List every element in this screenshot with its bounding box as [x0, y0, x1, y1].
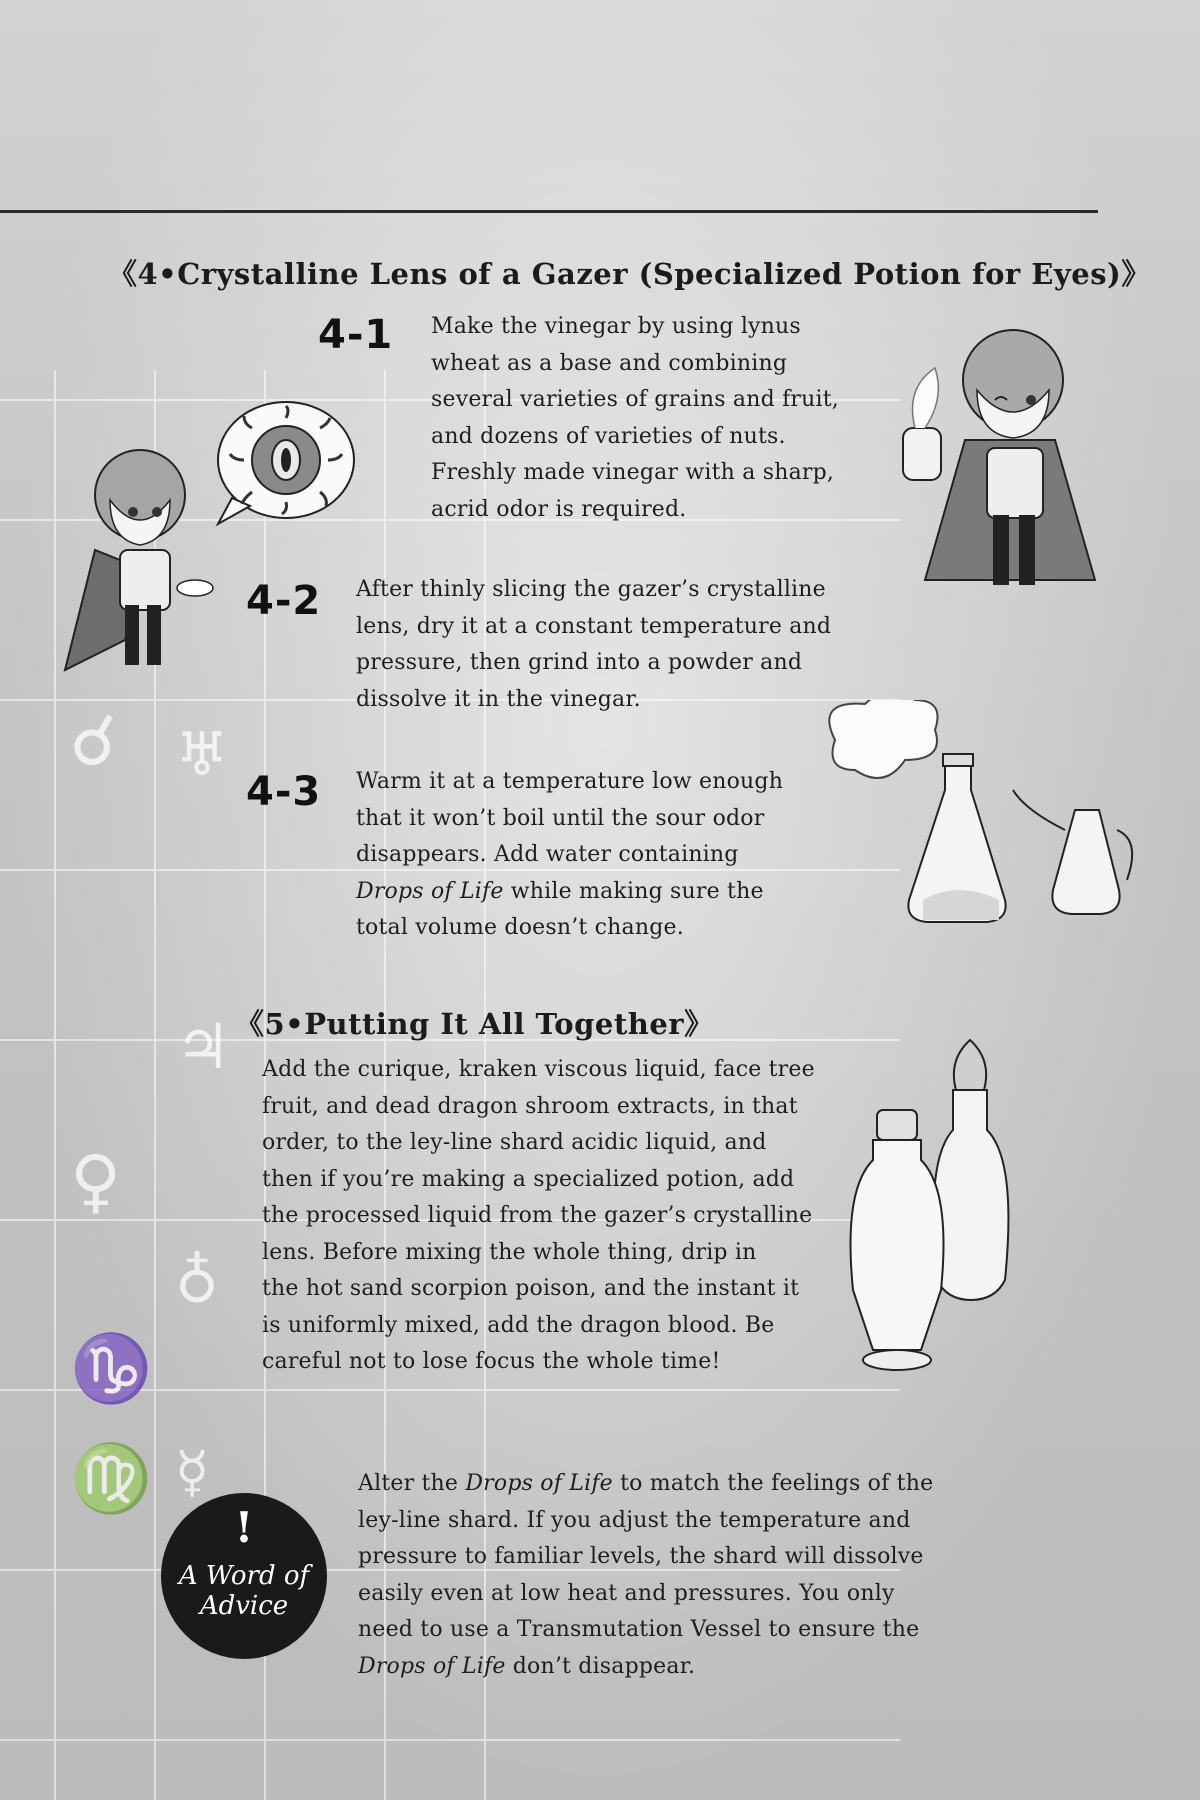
text-line: several varieties of grains and fruit, [431, 387, 839, 412]
gazer-eye-illustration [210, 398, 358, 528]
decorative-symbol: ♀ [70, 1140, 122, 1222]
text-line: Add the curique, kraken viscous liquid, face tree [262, 1057, 815, 1082]
text-line: the processed liquid from the gazer’s crystalline [262, 1203, 813, 1228]
section-5-title: 《5•Putting It All Together》 [235, 1007, 714, 1041]
step-4-3-text [356, 764, 783, 947]
header-rule [0, 210, 1098, 213]
decorative-symbol: ☌ [70, 700, 117, 782]
text-line: wheat as a base and combining [431, 350, 788, 376]
decorative-symbol: ♍ [70, 1440, 153, 1517]
text-line: need to use a Transmutation Vessel to ensure the [358, 1617, 920, 1642]
text-span: while making sure the [510, 878, 764, 904]
decorative-symbol: ♅ [175, 720, 229, 790]
step-4-2-number: 4-2 [246, 578, 322, 624]
text-line: acrid odor is required. [431, 496, 687, 522]
step-4-1-number: 4-1 [318, 312, 394, 358]
decorative-symbol: ♁ [175, 1240, 219, 1310]
text-span: don’t disappear. [512, 1653, 696, 1679]
potion-bottles-illustration [845, 1030, 1045, 1380]
italic-term: Drops of Life [358, 1653, 506, 1679]
text-line: Warm it at a temperature low enough [356, 769, 784, 794]
alchemist-girl-illustration [55, 440, 215, 690]
text-line: disappears. Add water containing [356, 842, 739, 867]
step-4-3-number: 4-3 [246, 769, 322, 815]
decorative-symbol: ♑ [70, 1330, 153, 1407]
text-line: dissolve it in the vinegar. [356, 686, 641, 712]
exclamation-icon: ! [234, 1503, 254, 1552]
advice-text [358, 1466, 933, 1685]
decorative-symbol: ♃ [175, 1010, 231, 1083]
text-line: Freshly made vinegar with a sharp, [431, 460, 835, 485]
text-line: easily even at low heat and pressures. You only [358, 1580, 895, 1606]
text-span: to match the feelings of the [620, 1471, 934, 1496]
text-line: pressure to familiar levels, the shard will dissolve [358, 1544, 924, 1569]
text-line [358, 1649, 933, 1686]
text-line: lens, dry it at a constant temperature and [356, 613, 832, 639]
advice-badge [161, 1493, 327, 1659]
text-span: Alter the [358, 1471, 459, 1496]
text-line: fruit, and dead dragon shroom extracts, in that [262, 1093, 798, 1119]
badge-line: A Word of [178, 1561, 310, 1591]
section-4-title: 《4•Crystalline Lens of a Gazer (Specialized Potion for Eyes)》 [108, 257, 1151, 291]
text-line: is uniformly mixed, add the dragon blood. Be [262, 1312, 775, 1338]
text-line: total volume doesn’t change. [356, 915, 684, 940]
text-line [356, 874, 783, 911]
text-line: then if you’re making a specialized potion, add [262, 1166, 795, 1192]
text-line: the hot sand scorpion poison, and the instant it [262, 1276, 800, 1301]
flask-and-teapot-illustration [815, 700, 1135, 950]
text-line: After thinly slicing the gazer’s crystalline [356, 577, 826, 602]
text-line: that it won’t boil until the sour odor [356, 805, 765, 831]
text-line [358, 1466, 933, 1503]
advice-badge-label [161, 1561, 327, 1621]
decorative-symbol: ☿ [175, 1440, 210, 1505]
text-line: lens. Before mixing the whole thing, drip in [262, 1239, 757, 1265]
text-line: order, to the ley-line shard acidic liquid, and [262, 1130, 767, 1155]
badge-line: Advice [199, 1591, 289, 1621]
section-5-text [262, 1052, 815, 1381]
italic-term: Drops of Life [465, 1471, 613, 1496]
text-line: pressure, then grind into a powder and [356, 650, 803, 675]
step-4-2-text [356, 572, 831, 718]
text-line: careful not to lose focus the whole time! [262, 1349, 721, 1374]
text-line: ley-line shard. If you adjust the temperature and [358, 1507, 911, 1533]
alchemist-boy-illustration [895, 320, 1130, 610]
step-4-1-text [431, 309, 839, 528]
text-line: and dozens of varieties of nuts. [431, 423, 786, 449]
italic-term: Drops of Life [356, 878, 504, 904]
text-line: Make the vinegar by using lynus [431, 314, 801, 339]
